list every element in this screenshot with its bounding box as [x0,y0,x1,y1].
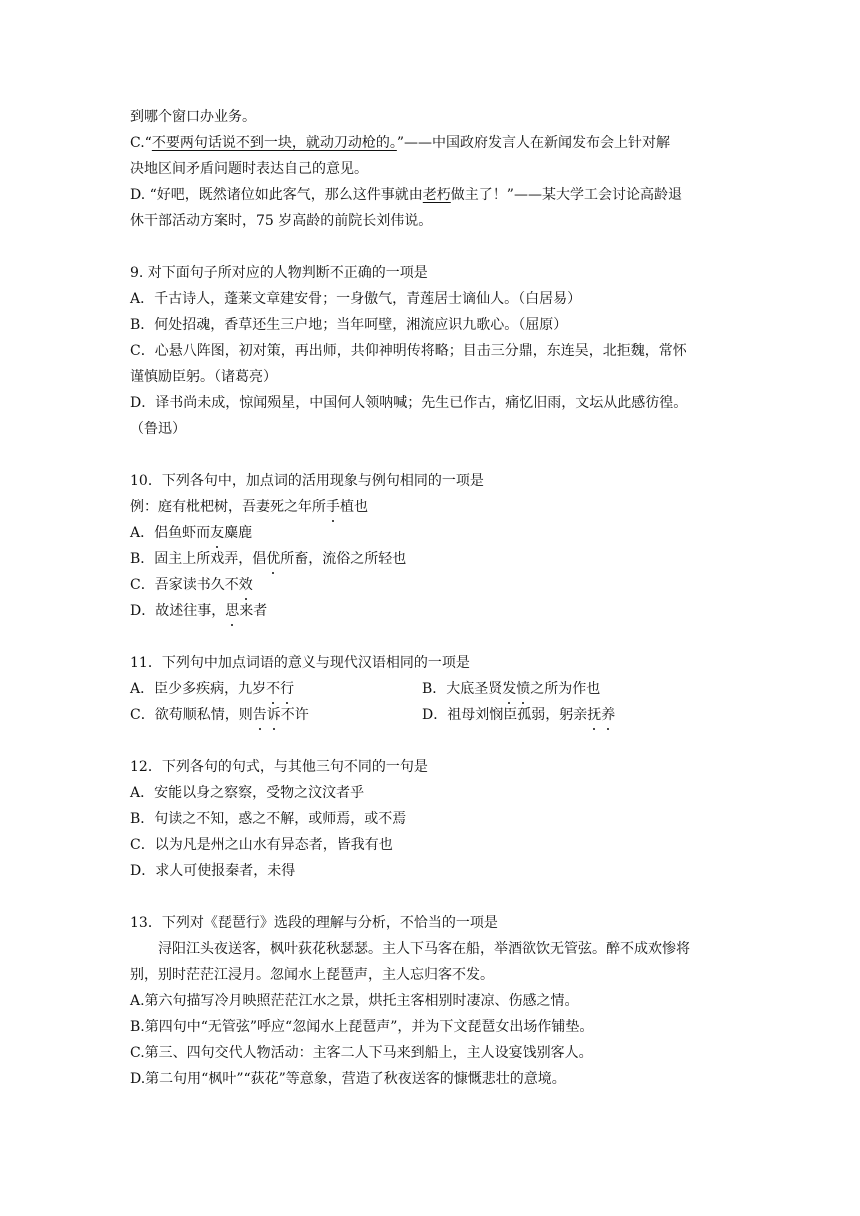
q10-example-text-end: 植也 [340,499,368,515]
dotted-character: 告 [253,702,267,728]
q10-b-text: B．固主上所戏弄，倡 [130,551,267,567]
dotted-character: 愤 [516,676,530,702]
q10-c-text: C．吾家读书久不 [130,577,239,593]
q13-option-c: C.第三、四句交代人物活动：主客二人下马来到船上，主人设宴饯别客人。 [130,1045,593,1061]
dotted-character: 行 [280,676,294,702]
q11-b-text-end: 之所为作也 [530,681,601,697]
dotted-character: 不 [266,676,280,702]
q10-example-dotted-word: 手 [326,494,340,520]
q8-option-d-line-2: 休干部活动方案时，75 岁高龄的前院长刘伟说。 [130,213,433,229]
q10-a-text: A．侣鱼虾而 [130,525,211,541]
q13-passage-line-2: 别，别时茫茫江浸月。忽闻水上琵琶声，主人忘归客不发。 [130,967,494,983]
dotted-character: 抚 [587,702,601,728]
q9-option-d-line-2: （鲁迅） [130,421,186,437]
q10-b-dotted-word: 优 [266,546,280,572]
q11-b-text: B．大底圣贤 [422,681,503,697]
q13-passage-line-1: 浔阳江头夜送客，枫叶荻花秋瑟瑟。主人下马客在船，举酒欲饮无管弦。醉不成欢惨将 [158,941,690,957]
q13-stem: 13．下列对《琵琶行》选段的理解与分析，不恰当的一项是 [130,915,498,931]
q13-option-a: A.第六句描写冷月映照茫茫江水之景，烘托主客相别时凄凉、伤感之情。 [130,993,579,1009]
q9-option-c-line-2: 谨慎励臣躬。（诸葛亮） [130,369,277,385]
q8-c-rest: ”——中国政府发言人在新闻发布会上针对解 [396,135,670,151]
q8-c-quote-open: “ [144,135,152,151]
q8-c-label: C. [130,135,145,151]
q9-option-c: C．心悬八阵图，初对策，再出师，共仰神明传将略；目击三分鼎，东连吴，北拒魏，常怀 [130,343,687,359]
q8-option-c-line-2: 决地区间矛盾问题时表达自己的意见。 [130,161,368,177]
q8-c-underlined-phrase: 不要两句话说不到一块，就动刀动枪的。 [151,135,397,151]
q10-example [130,494,732,520]
q9-option-a: A．千古诗人，蓬莱文章建安骨；一身傲气，青莲居士谪仙人。（白居易） [130,291,582,307]
q12-option-a: A．安能以身之察察，受物之汶汶者乎 [130,785,365,801]
q11-d-text: D．祖母刘悯臣孤弱，躬亲 [422,707,588,723]
q12-option-c: C．以为凡是州之山水有异态者，皆我有也 [130,837,393,853]
q10-stem: 10．下列各句中，加点词的活用现象与例句相同的一项是 [130,473,484,489]
q8-d-underlined-word: 老朽 [422,187,451,203]
spacer [130,624,732,650]
q11-a-dotted-word [266,681,294,697]
dotted-character: 诉 [267,702,281,728]
q8-line-1: 到哪个窗口办业务。 [130,109,256,125]
q10-c-dotted-word: 效 [239,572,253,598]
spacer [130,884,732,910]
q10-option-b [130,546,732,572]
q9-option-b: B．何处招魂，香草还生三户地；当年呵壁，湘流应识九歌心。（屈原） [130,317,568,333]
q10-option-c [130,572,732,598]
spacer [130,442,732,468]
q10-option-a [130,520,732,546]
q13-option-b: B.第四句中“无管弦”呼应“忽闻水上琵琶声”，并为下文琵琶女出场作铺垫。 [130,1019,594,1035]
q11-option-c [130,702,422,728]
q11-options-row-2 [130,702,732,728]
q10-example-text: 例：庭有枇杷树，吾妻死之年所 [130,499,326,515]
q10-a-text-end: 麋鹿 [224,525,253,541]
q12-option-d: D．求人可使报秦者，未得 [130,863,296,879]
q11-option-b [422,676,714,702]
q12-option-b: B．句读之不知，惑之不解，或师焉，或不焉 [130,811,407,827]
q8-option-c [130,130,732,156]
dotted-character: 养 [601,702,615,728]
q11-c-text: C．欲苟顺私情，则 [130,707,253,723]
q11-a-text: A．臣少多疾病，九岁 [130,681,267,697]
q12-stem: 12．下列各句的句式，与其他三句不同的一句是 [130,759,428,775]
q10-d-text: D．故述往事， [130,603,226,619]
q11-c-text-end: 不许 [280,707,309,723]
spacer [130,234,732,260]
q11-stem: 11．下列句中加点词语的意义与现代汉语相同的一项是 [130,655,470,671]
q8-d-post: 做主了！”——某大学工会讨论高龄退 [450,187,682,203]
q10-a-dotted-word: 友 [210,520,224,546]
q9-option-d: D．译书尚未成，惊闻殒星，中国何人领呐喊；先生已作古，痛忆旧雨，文坛从此感彷徨。 [130,395,688,411]
q11-d-dotted-word [587,707,615,723]
q10-d-dotted-word: 思 [225,598,239,624]
q10-option-d [130,598,732,624]
q10-d-text-end: 来者 [239,603,268,619]
q11-b-dotted-word [502,681,530,697]
exam-page [130,104,732,1092]
dotted-character: 发 [502,676,516,702]
q8-d-pre: D. “好吧，既然诸位如此客气，那么这件事就由 [130,187,423,203]
q10-b-text-end: 所畜，流俗之所轻也 [280,551,407,567]
q11-options-row-1 [130,676,732,702]
q11-c-dotted-word [253,707,281,723]
q11-option-d [422,702,714,728]
q13-option-d: D.第二句用“枫叶”“荻花”等意象，营造了秋夜送客的慷慨悲壮的意境。 [130,1071,566,1087]
q9-stem: 9. 对下面句子所对应的人物判断不正确的一项是 [130,265,428,281]
spacer [130,728,732,754]
q11-option-a [130,676,422,702]
q8-option-d [130,182,732,208]
